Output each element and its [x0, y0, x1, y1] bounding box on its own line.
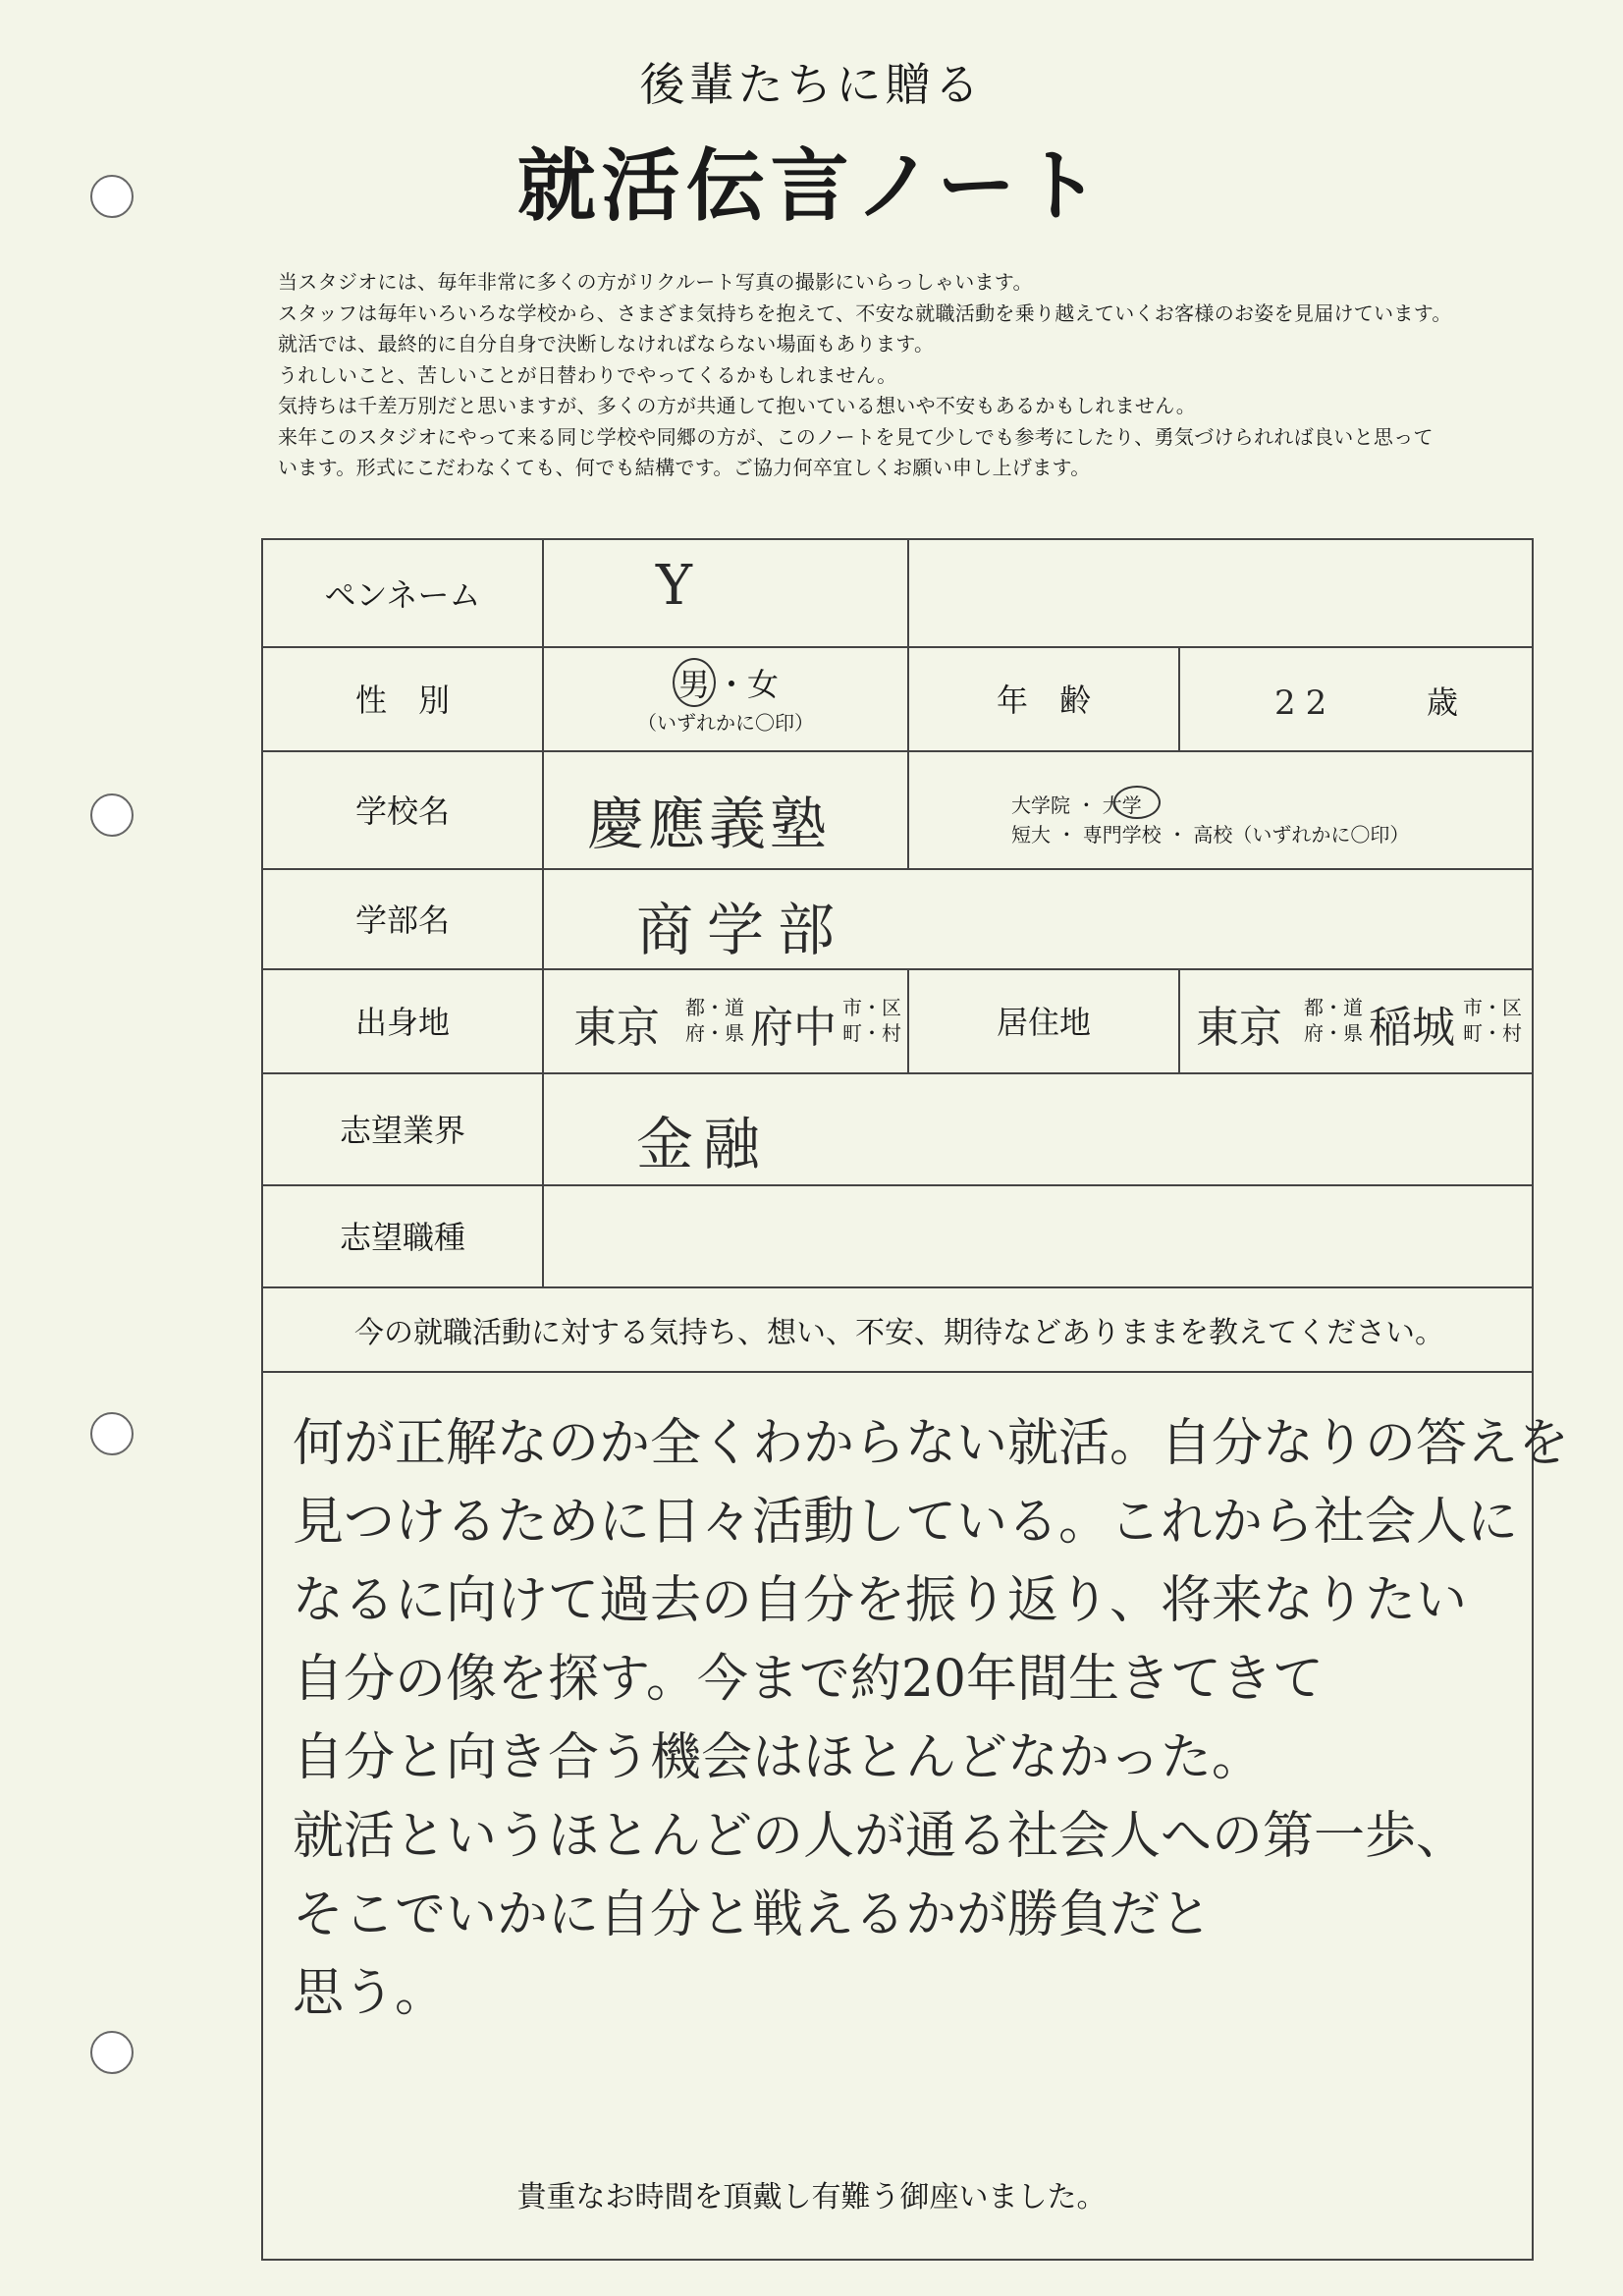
- col-divider: [542, 540, 544, 1286]
- binder-hole-2: [90, 793, 134, 837]
- intro-text: [278, 267, 1594, 484]
- essay-answer: [293, 1404, 1570, 2033]
- intro-line: 就活では、最終的に自分自身で決断しなければならない場面もあります。: [278, 332, 935, 355]
- residence-city-units-1: 市・区: [1463, 996, 1522, 1019]
- gender-options: [544, 658, 907, 707]
- age-value: 22: [1274, 683, 1337, 723]
- hometown-city-units-1: 市・区: [842, 996, 901, 1019]
- gender-dot: ・: [715, 666, 747, 703]
- school-type-line2: 短大 ・ 専門学校 ・ 高校（いずれかに〇印）: [1011, 823, 1410, 847]
- industry-label: 志望業界: [339, 1112, 465, 1149]
- essay-line: 何が正解なのか全くわからない就活。自分なりの答えを: [293, 1414, 1570, 1473]
- school-value: 慶應義塾: [587, 791, 832, 857]
- job-label: 志望職種: [339, 1219, 465, 1256]
- hometown-city-units-2: 町・村: [842, 1021, 901, 1045]
- gender-female: 女: [747, 666, 780, 703]
- gender-note: （いずれかに〇印）: [637, 711, 814, 735]
- questionnaire-form: [261, 538, 1570, 2261]
- age-label: 年 齢: [996, 682, 1091, 719]
- page-subtitle: 後輩たちに贈る: [639, 58, 984, 111]
- intro-line: 当スタジオには、毎年非常に多くの方がリクルート写真の撮影にいらっしゃいます。: [278, 270, 1033, 294]
- row-divider: [263, 1286, 1532, 1288]
- essay-line: なるに向けて過去の自分を振り返り、将来なりたい: [293, 1571, 1468, 1630]
- page-title: 就活伝言ノート: [516, 140, 1107, 232]
- col-divider: [1178, 968, 1180, 1072]
- hometown-label: 出身地: [354, 1004, 450, 1041]
- binder-hole-3: [90, 1412, 134, 1455]
- residence-label: 居住地: [996, 1004, 1091, 1041]
- residence-city: 稲城: [1369, 1003, 1455, 1053]
- school-label: 学校名: [354, 793, 450, 830]
- hometown-pref: 東京: [573, 1003, 660, 1053]
- residence-city-units-2: 町・村: [1463, 1021, 1522, 1045]
- intro-line: 来年このスタジオにやって来る同じ学校や同郷の方が、このノートを見て少しでも参考にしたり、勇気づけられれば良いと思って: [278, 424, 1434, 449]
- row-divider: [263, 1371, 1532, 1373]
- faculty-label: 学部名: [354, 902, 450, 939]
- intro-line: 気持ちは千差万別だと思いますが、多くの方が共通して抱いている想いや不安もあるかもしれません。: [278, 394, 1196, 417]
- essay-line: 見つけるために日々活動している。これから社会人に: [293, 1493, 1519, 1552]
- essay-question: 今の就職活動に対する気持ち、想い、不安、期待などありままを教えてください。: [354, 1316, 1444, 1350]
- residence-pref-units-2: 府・県: [1304, 1021, 1363, 1045]
- residence-pref-units-1: 都・道: [1304, 996, 1363, 1019]
- school-university-circle: [1113, 786, 1161, 819]
- hometown-pref-units-2: 府・県: [685, 1021, 744, 1045]
- intro-line: うれしいこと、苦しいことが日替わりでやってくるかもしれません。: [278, 362, 897, 387]
- footer-thanks: 貴重なお時間を頂戴し有難う御座いました。: [516, 2180, 1107, 2214]
- gender-male: 男: [677, 666, 710, 703]
- gender-male-option-circled: [673, 658, 716, 707]
- essay-line: 就活というほとんどの人が通る社会人への第一歩、: [293, 1807, 1468, 1866]
- pen-name-value: Y: [656, 554, 692, 618]
- essay-line: 思う。: [293, 1964, 447, 2023]
- hometown-pref-units-1: 都・道: [685, 996, 744, 1019]
- essay-line: そこでいかに自分と戦えるかが勝負だと: [293, 1886, 1213, 1944]
- age-unit: 歳: [1427, 683, 1459, 721]
- col-divider: [1178, 646, 1180, 750]
- industry-value: 金融: [636, 1111, 771, 1177]
- intro-line: スタッフは毎年いろいろな学校から、さまざま気持ちを抱えて、不安な就職活動を乗り越えていくお客様のお姿を見届けています。: [278, 301, 1452, 325]
- intro-line: います。形式にこだわなくても、何でも結構です。ご協力何卒宜しくお願い申し上げます。: [278, 456, 1091, 479]
- pen-name-label: ペンネーム: [324, 576, 481, 614]
- school-type-line1: 大学院 ・ 大学: [1011, 793, 1142, 817]
- essay-line: 自分の像を探す。今まで約20年間生きてきて: [293, 1650, 1325, 1709]
- gender-label: 性 別: [354, 682, 450, 719]
- hometown-city: 府中: [750, 1003, 837, 1053]
- faculty-value: 商学部: [636, 897, 849, 963]
- residence-pref: 東京: [1196, 1003, 1282, 1053]
- essay-line: 自分と向き合う機会はほとんどなかった。: [293, 1728, 1264, 1787]
- binder-hole-4: [90, 2031, 134, 2074]
